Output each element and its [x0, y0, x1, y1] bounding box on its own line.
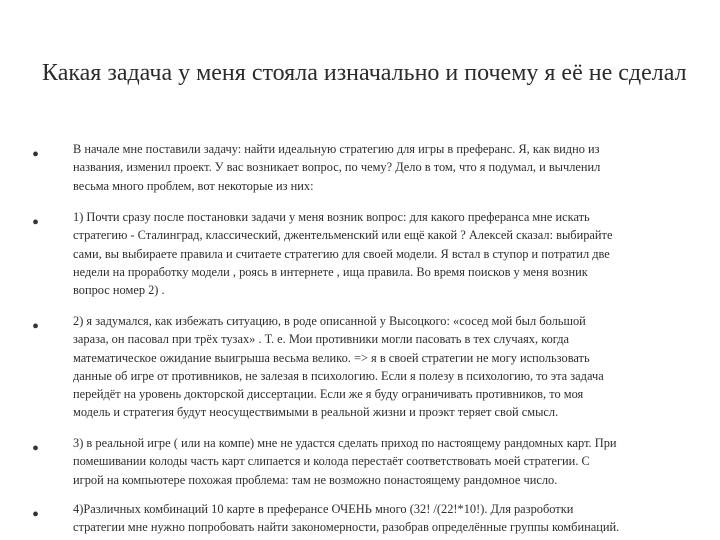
text-line: 2) я задумался, как избежать ситуацию, в роде описанной у Высоцкого: «сосед мой был большой [73, 314, 586, 328]
text-line: стратегию - Сталинград, классический, джентельменский или ещё какой ? Алексей сказал: выбирайте [73, 228, 613, 243]
list-item-text [73, 312, 720, 422]
text-line: зараза, он пасовал при трёх тузах» . Т. е. Мои противники могли пасовать в тех случаях, когда [73, 332, 570, 347]
list-item-text [73, 208, 720, 299]
text-line: перейдёт на уровень докторской диссертации. Если же я буду ограничивать противников, то моя [73, 387, 584, 402]
list-item-text [73, 140, 720, 195]
text-line: 3) в реальной игре ( или на компе) мне не удастся сделать приход по настоящему рандомных карт. При [73, 436, 617, 450]
text-line: 1) Почти сразу после постановки задачи у меня возник вопрос: для какого преферанса мне искать [73, 210, 590, 224]
text-line: стратегии мне нужно попробовать найти закономерности, разобрав определённые группы комбинаций. [73, 520, 620, 535]
text-line: математическое ожидание выигрыша весьма велико. => я в своей стратегии не могу использовать [73, 350, 590, 365]
text-line: сами, вы выбираете правила и считаете стратегию для своей модели. Я встал в ступор и потратил две [73, 246, 610, 261]
text-line: весьма много проблем, вот некоторые из них: [73, 178, 314, 193]
text-line: модель и стратегия будут неосуществимыми в реальной жизни и проэкт теряет свой смысл. [73, 405, 559, 420]
text-line: 4)Различных комбинаций 10 карте в преферансе ОЧЕНЬ много (32! /(22!*10!). Для разроботки [73, 502, 574, 516]
text-line: названия, изменил проект. У вас возникает вопрос, по чему? Дело в том, что я подумал, и вычленил [73, 160, 601, 175]
list-item-text [73, 434, 720, 489]
text-line: вопрос номер 2) . [73, 283, 165, 298]
text-line: недели на проработку модели , роясь в интернете , ища правила. Во время поисков у меня возник [73, 264, 588, 279]
text-line: В начале мне поставили задачу: найти идеальную стратегию для игры в преферанс. Я, как видно из [73, 142, 600, 156]
text-line: помешивании колоды часть карт слипается и колода перестаёт соответствовать моей стратегии. С [73, 454, 590, 469]
slide-title: Какая задача у меня стояла изначально и почему я её не сделал [42, 60, 687, 86]
bullet-icon: • [32, 438, 40, 460]
bullet-icon: • [32, 316, 40, 338]
bullet-icon: • [32, 504, 40, 526]
text-line: данные об игре от противников, не залезая в психологию. Если я полезу в психологию, то эта задача [73, 368, 604, 383]
text-line: игрой на компьютере похожая проблема: там не возможно понастоящему рандомное число. [73, 472, 558, 487]
bullet-icon: • [32, 212, 40, 234]
list-item-text [73, 500, 720, 537]
bullet-icon: • [32, 144, 40, 166]
